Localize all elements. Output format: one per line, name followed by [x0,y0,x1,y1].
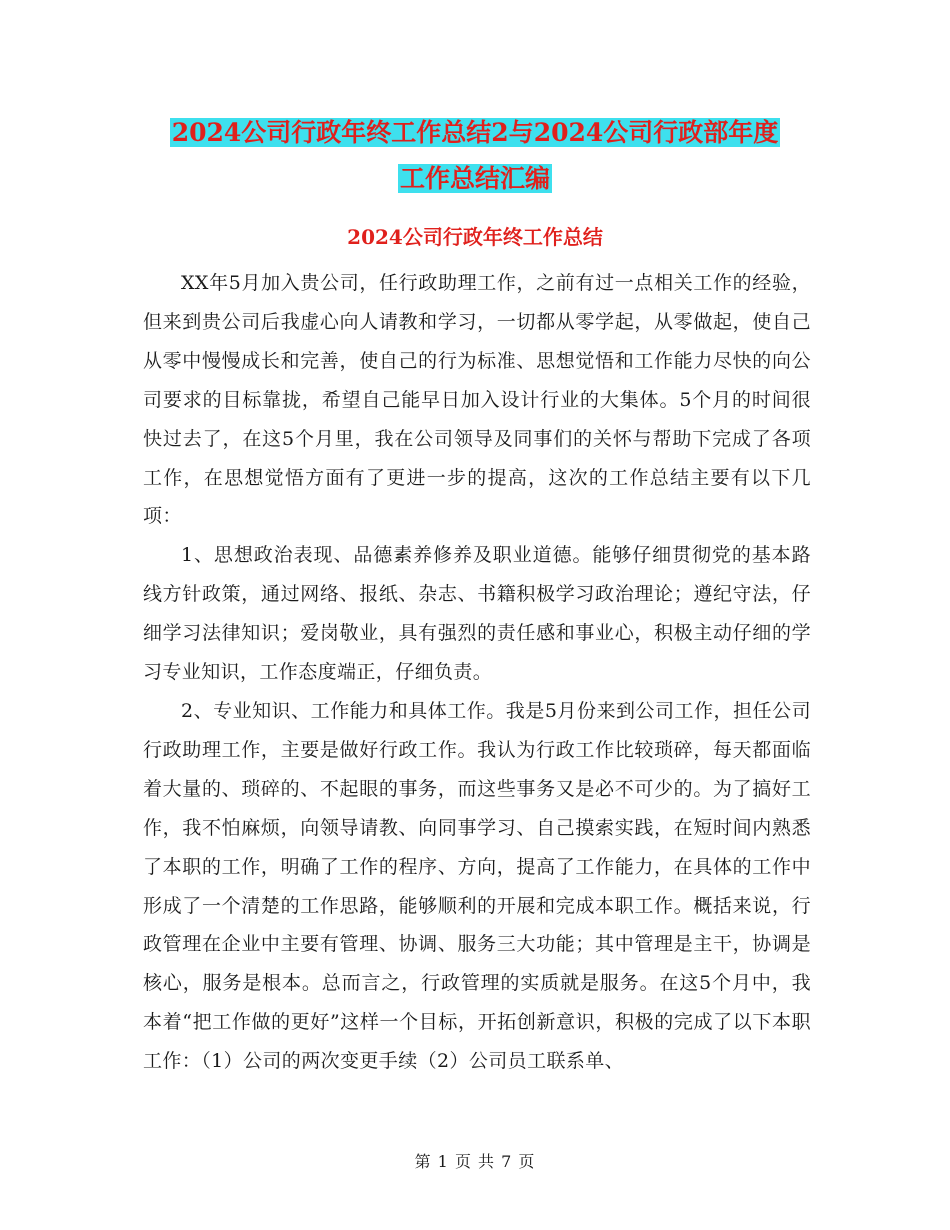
document-title [0,110,950,202]
section-title: 2024公司行政年终工作总结 [347,225,603,249]
document-body [143,264,811,1081]
body-paragraph-1: XX年5月加入贵公司，任行政助理工作，之前有过一点相关工作的经验，但来到贵公司后我虚心向人请教和学习，一切都从零学起，从零做起，使自己从零中慢慢成长和完善，使自己的行为标准、思想觉悟和工作能力尽快的向公司要求的目标靠拢，希望自己能早日加入设计行业的大集体。5个月的时间很快过去了，在这5个月里，我在公司领导及同事们的关怀与帮助下完成了各项工作，在思想觉悟方面有了更进一步的提高，这次的工作总结主要有以下几项： [143,272,811,528]
body-paragraph-3: 2、专业知识、工作能力和具体工作。我是5月份来到公司工作，担任公司行政助理工作，主要是做好行政工作。我认为行政工作比较琐碎，每天都面临着大量的、琐碎的、不起眼的事务，而这些事务又是必不可少的。为了搞好工作，我不怕麻烦，向领导请教、向同事学习、自己摸索实践，在短时间内熟悉了本职的工作，明确了工作的程序、方向，提高了工作能力，在具体的工作中形成了一个清楚的工作思路，能够顺利的开展和完成本职工作。概括来说，行政管理在企业中主要有管理、协调、服务三大功能；其中管理是主干，协调是核心，服务是根本。总而言之，行政管理的实质就是服务。在这5个月中，我本着“把工作做的更好”这样一个目标，开拓创新意识，积极的完成了以下本职工作：（1）公司的两次变更手续（2）公司员工联系单、 [143,699,811,1073]
body-paragraph-2: 1、思想政治表现、品德素养修养及职业道德。能够仔细贯彻党的基本路线方针政策，通过网络、报纸、杂志、书籍积极学习政治理论；遵纪守法，仔细学习法律知识；爱岗敬业，具有强烈的责任感和事业心，积极主动仔细的学习专业知识，工作态度端正，仔细负责。 [143,544,811,684]
document-title-line-2: 工作总结汇编 [399,164,550,193]
page-number-footer: 第 1 页 共 7 页 [414,1152,536,1171]
document-title-line-1: 2024公司行政年终工作总结2与2024公司行政部年度 [171,118,779,147]
